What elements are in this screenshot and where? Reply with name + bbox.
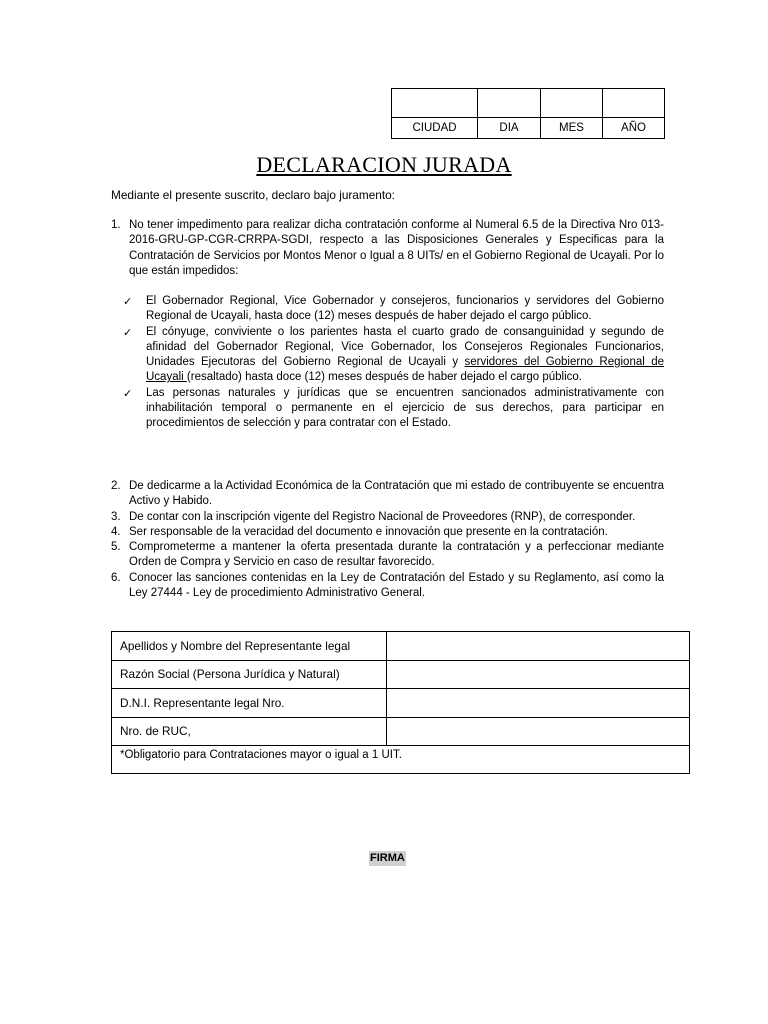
list-item [111, 540, 664, 571]
check-icon: ✓ [123, 325, 133, 339]
check-item-2-underlined: servidores del Gobierno Regional de Ucayali [146, 356, 665, 384]
check-item-1 [123, 294, 664, 325]
item-number: 3. [111, 510, 121, 523]
anio-label: AÑO [603, 118, 665, 139]
table-row [112, 746, 690, 774]
ciudad-value-cell[interactable] [392, 89, 478, 118]
ciudad-label: CIUDAD [392, 118, 478, 139]
check-item-2-part-b: (resaltado) hasta doce (12) meses después de haber dejado el cargo público. [186, 371, 582, 384]
ruc-label: Nro. de RUC, [112, 717, 387, 746]
mes-label: MES [541, 118, 603, 139]
mandatory-note: *Obligatorio para Contrataciones mayor o igual a 1 UIT. [112, 746, 690, 774]
list-item [111, 479, 664, 510]
table-row [112, 632, 690, 661]
item-number: 4. [111, 525, 121, 538]
item-text: De contar con la inscripción vigente del Registro Nacional de Proveedores (RNP), de corresponder. [129, 510, 636, 523]
intro-text: Mediante el presente suscrito, declaro bajo juramento: [111, 188, 395, 202]
item-text: De dedicarme a la Actividad Económica de la Contratación que mi estado de contribuyente se encuentra Activo y Habido. [129, 480, 664, 508]
item-number: 5. [111, 541, 121, 554]
item-1-text: No tener impedimento para realizar dicha contratación conforme al Numeral 6.5 de la Directiva Nro 013-2016-GRU-GP-CGR-CRRPA-SGDI, respecto a las Disposiciones Generales y Especificas para la Contratación de Servicios por Montos Menor o Igual a 8 UITs/ en el Gobierno Regional de Ucayali. Por lo que están impedidos: [129, 219, 664, 277]
item-1 [111, 218, 664, 279]
razon-social-label: Razón Social (Persona Jurídica y Natural) [112, 660, 387, 689]
date-table [391, 88, 665, 139]
rep-name-label: Apellidos y Nombre del Representante legal [112, 632, 387, 661]
ruc-field[interactable] [387, 717, 690, 746]
table-row [112, 717, 690, 746]
item-text: Ser responsable de la veracidad del documento e innovación que presente en la contratación. [129, 525, 608, 538]
item-number: 6. [111, 571, 121, 584]
dia-label: DIA [478, 118, 541, 139]
check-item-1-text: El Gobernador Regional, Vice Gobernador y consejeros, funcionarios y servidores del Gobierno Regional de Ucayali, hasta doce (12) meses después de haber dejado el cargo público. [146, 295, 664, 323]
check-item-2 [123, 325, 664, 386]
check-item-2-part-a: El cónyuge, conviviente o los parientes hasta el cuarto grado de consanguinidad y segundo de afinidad del Gobernador Regional, Vice Gobernador, los Consejeros Regionales Funcionarios, Unidades Ejecutoras del Gobierno Regional de Ucayali y [146, 325, 664, 369]
list-item [111, 525, 664, 540]
title-text: DECLARACION JURADA [256, 152, 512, 177]
check-item-2-text [146, 325, 664, 386]
representative-table [111, 631, 690, 774]
item-text: Comprometerme a mantener la oferta presentada durante la contratación y a perfeccionar mediante Orden de Compra y Servicio en caso de resultar favorecido. [129, 541, 664, 569]
table-row [112, 660, 690, 689]
mes-value-cell[interactable] [541, 89, 603, 118]
stray-mark: · [80, 453, 82, 459]
check-icon: ✓ [123, 295, 133, 308]
table-row [112, 689, 690, 718]
declaration-list [111, 479, 664, 601]
dni-label: D.N.I. Representante legal Nro. [112, 689, 387, 718]
anio-value-cell[interactable] [603, 89, 665, 118]
rep-name-field[interactable] [387, 632, 690, 661]
check-icon: ✓ [123, 386, 133, 400]
dni-field[interactable] [387, 689, 690, 718]
dia-value-cell[interactable] [478, 89, 541, 118]
check-item-3 [123, 386, 664, 432]
check-item-3-text: Las personas naturales y jurídicas que se encuentren sancionados administrativamente con inhabilitación temporal o permanente en el ejercicio de sus derechos, para participar en procedimientos de selección y para contratar con el Estado. [146, 386, 664, 430]
document-title [0, 152, 768, 178]
item-text: Conocer las sanciones contenidas en la Ley de Contratación del Estado y su Reglamento, así como la Ley 27444 - Ley de procedimiento Administrativo General. [129, 571, 664, 600]
item-1-number: 1. [111, 219, 121, 231]
signature-label: FIRMA [370, 852, 405, 864]
list-item [111, 571, 664, 602]
list-item [111, 510, 664, 525]
impediment-list [123, 294, 664, 432]
razon-social-field[interactable] [387, 660, 690, 689]
item-number: 2. [111, 480, 121, 492]
